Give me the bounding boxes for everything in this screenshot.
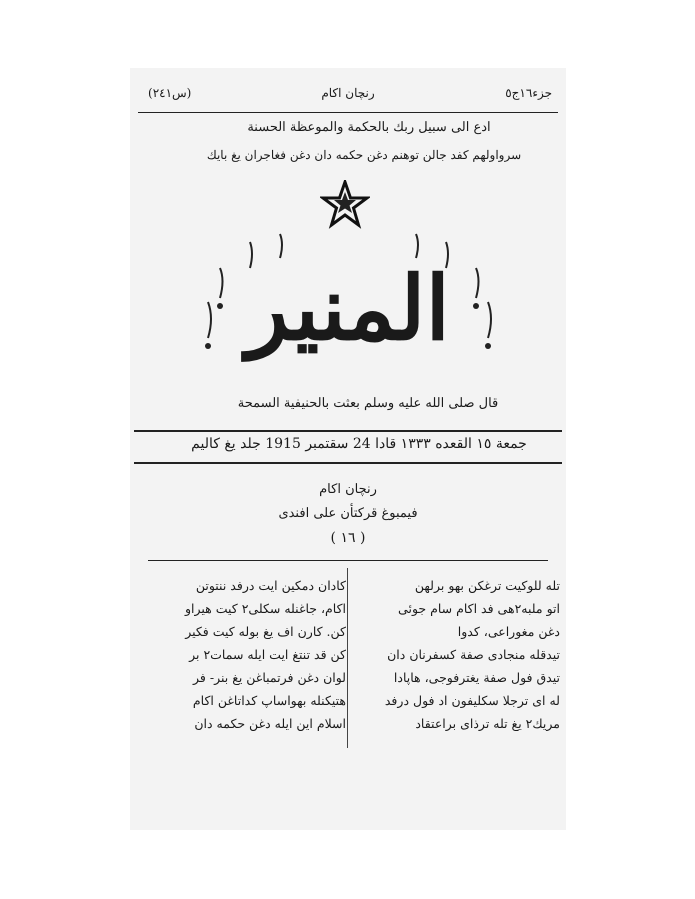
dateline: جمعة ١٥ القعده ١٣٣٣ قادا 24 سقتمبر 1915 جلد يغ كاليم xyxy=(191,436,527,452)
text-line: له اى ترجلا سكليفون اد فول درفد xyxy=(384,693,560,708)
text-line: كن قد تنتغ ايت ايله سمات٢ بر xyxy=(189,647,346,662)
running-header-right: جزء١٦ج٥ xyxy=(505,86,552,100)
motto-translation: سرواولهم كفد جالن توهنم دغن حكمه دان دغن فغاجران يغ بايك xyxy=(206,148,522,162)
text-line: تيدق فول صفة يغترفوجى، هاپادا xyxy=(393,670,560,685)
text-line: دغن مغوراعى، كدوا xyxy=(457,624,560,639)
motto-quran: ادع الى سبيل ربك بالحكمة والموعظة الحسنة xyxy=(247,120,491,135)
newspaper-page xyxy=(130,68,566,830)
text-line: مريك٢ يغ تله ترذاى براعتقاد xyxy=(415,716,560,731)
article-left-column xyxy=(136,574,346,735)
motto-hadith: قال صلى الله عليه وسلم بعثت بالحنيفية السمحة xyxy=(237,396,499,411)
header-rule xyxy=(138,112,558,113)
text-line: هتيكنله بهواساپ كداتاغن اكام xyxy=(192,693,346,708)
star-emblem-icon xyxy=(320,180,370,230)
text-line: اتو ملبه٢هى فد اكام سام جوئى xyxy=(398,601,560,616)
article-number: ( ١٦ ) xyxy=(330,530,366,546)
article-author: فيمبوغ قركتأن على افندى xyxy=(278,506,418,521)
article-title: رنچان اكام xyxy=(319,482,377,497)
article-right-column xyxy=(350,574,560,735)
text-line: لوان دغن فرتمباغن يغ بنر- فر xyxy=(193,670,346,685)
running-header-left: (س٢٤١) xyxy=(148,86,192,100)
text-line: اكام، جاغنله سكلى٢ كيت هيراو xyxy=(184,601,346,616)
text-line: تله للوكيت ترغكن بهو برلهن xyxy=(414,578,560,593)
column-divider xyxy=(347,568,348,748)
running-header-center: رنچان اكام xyxy=(321,86,375,100)
dateline-bottom-rule xyxy=(134,462,562,464)
text-line: تيدقله منجادى صفة كسفرنان دان xyxy=(387,647,560,662)
text-line: كادان دمكين ايت درفد ننتوتن xyxy=(195,578,346,593)
article-rule xyxy=(148,560,548,561)
dateline-top-rule xyxy=(134,430,562,432)
masthead-title: المنير xyxy=(246,256,450,360)
text-line: اسلام اين ايله دغن حكمه دان xyxy=(194,716,346,731)
text-line: كن. كارن اف يغ بوله كيت فكير xyxy=(185,624,346,639)
